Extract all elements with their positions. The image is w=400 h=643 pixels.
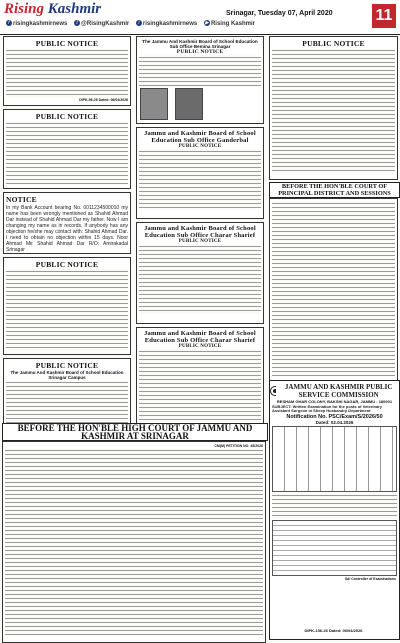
notice-heading: PUBLIC NOTICE	[35, 39, 99, 48]
notice-heading: NOTICE	[6, 195, 37, 204]
notice-heading: The Jammu And Kashmir Board of School Education Sub Office Bemina Srinagar	[142, 39, 258, 49]
notice-body-text	[272, 48, 395, 174]
notice-heading: PUBLIC NOTICE	[302, 39, 365, 48]
candidate-photos	[139, 87, 261, 124]
notice-subtitle: PUBLIC NOTICE	[176, 49, 224, 55]
notice-subtitle: The Jammu And Kashmir Board of School Education Srinagar Campus	[10, 370, 124, 380]
jkpsc-header	[270, 383, 399, 399]
notice-body-text	[272, 201, 395, 377]
bose-ganderbal-notice	[136, 127, 264, 219]
facebook-handle: risingkashmirnews	[13, 20, 68, 27]
public-notice-1	[3, 36, 131, 106]
instagram-handle: risingkashmirnews	[142, 20, 198, 27]
district-court-banner: BEFORE THE HON'BLE COURT OF PRINCIPAL DISTRICT AND SESSIONS	[269, 182, 400, 198]
notice-heading: PUBLIC NOTICE	[35, 112, 99, 121]
instagram-link[interactable]	[136, 21, 197, 27]
candidate-photo	[140, 88, 168, 120]
notice-subtitle: PUBLIC NOTICE	[178, 239, 222, 244]
notice-body-text	[6, 121, 128, 185]
brand-part2: Kashmir	[47, 1, 102, 17]
bose-bemina-notice	[136, 36, 264, 124]
notice-body-text	[6, 48, 128, 98]
jkpsc-signature: Sd/ Controller of Examinations	[344, 577, 396, 581]
candidate-details-form	[272, 520, 397, 576]
jkpsc-subject: SUBJECT: Written Examination for the posts of Veterinary Assistant Surgeon in Sheep Husbandry Department	[272, 404, 382, 413]
jkpsc-notification-no: Notification No. PSC/Exam/S/2026/50	[286, 414, 383, 420]
public-notice-2	[3, 109, 131, 189]
bose-charar-notice-1	[136, 222, 264, 324]
column-1	[3, 36, 131, 457]
public-notice-4	[3, 257, 131, 355]
jkpsc-notification-date: Dated: 02.04.2026	[315, 420, 354, 425]
facebook-link[interactable]	[6, 21, 67, 27]
notice-body: In my Bank Account bearing No. 0011234500010 my name has been wrongly mentioned as Shahid Ahmad Dar instead of Shahid Ahmad Dar my father. Now I am changing my name as in records. If anybody has any objection he/she may contact with: Shahid Ahmad Dar. I need to obtain no objection within 15 days. Noor Ahmad Mir Shahid Ahmad Dar R/O: Amirakadal Srinagar	[6, 205, 128, 253]
column-2	[136, 36, 264, 448]
notice-subtitle: PUBLIC NOTICE	[178, 144, 222, 149]
high-court-banner: BEFORE THE HON'BLE HIGH COURT OF JAMMU AND KASHMIR AT SRINAGAR	[2, 423, 268, 441]
youtube-handle: Rising Kashmir	[210, 20, 255, 27]
jkpsc-address: RESHAM GHAR COLONY, BAKSHI NAGAR, JAMMU - 180001	[276, 399, 393, 404]
youtube-link[interactable]	[204, 21, 255, 27]
social-links	[6, 20, 260, 27]
facebook-icon: f	[6, 20, 12, 26]
brand-part1: Rising	[4, 1, 45, 17]
notice-body-text	[139, 149, 261, 209]
notice-heading: Jammu and Kashmir Board of School Education Sub Office Charar Sharief	[144, 225, 256, 239]
notice-heading: Jammu and Kashmir Board of School Education Sub Office Charar Sharief	[144, 330, 256, 344]
public-notice-col3	[269, 36, 398, 180]
twitter-link[interactable]	[74, 21, 129, 27]
jkpsc-title: JAMMU AND KASHMIR PUBLIC SERVICE COMMISSION	[284, 383, 393, 399]
masthead	[0, 0, 400, 35]
notice-heading: Jammu and Kashmir Board of School Education Sub Office Ganderbal	[144, 130, 256, 144]
candidate-photo	[175, 88, 203, 120]
district-court-notice	[269, 198, 398, 382]
notice-ref: DIPK-56-26 Dated: 06/04/2026	[79, 98, 128, 102]
jkpsc-instructions	[272, 493, 397, 519]
notice-heading: PUBLIC NOTICE	[35, 361, 99, 370]
jkpsc-footer-ref: DIPK-156-26 Dated: 06/04/2026	[304, 628, 363, 633]
newspaper-logo	[4, 1, 101, 18]
twitter-icon: t	[74, 20, 80, 26]
notice-body-text	[6, 269, 128, 351]
jkpsc-emblem-icon	[270, 386, 276, 396]
roll-number-table	[272, 426, 397, 492]
dateline: Srinagar, Tuesday 07, April 2020	[226, 10, 333, 17]
youtube-icon: ▶	[205, 20, 209, 26]
high-court-notice	[2, 441, 266, 643]
notice-subtitle: PUBLIC NOTICE	[178, 344, 222, 349]
column-3	[269, 36, 398, 183]
name-change-notice	[3, 192, 131, 254]
instagram-icon: i	[136, 20, 142, 26]
notice-body-text	[139, 244, 261, 314]
notice-body-text	[139, 55, 261, 87]
petition-ref: CM(M) PETITION NO. 45/2026	[214, 444, 263, 448]
twitter-handle: @RisingKashmir	[81, 20, 130, 27]
notice-body-text	[5, 448, 263, 636]
jkpsc-notification	[269, 380, 400, 640]
notice-heading: PUBLIC NOTICE	[35, 260, 99, 269]
page-number: 11	[372, 4, 396, 28]
